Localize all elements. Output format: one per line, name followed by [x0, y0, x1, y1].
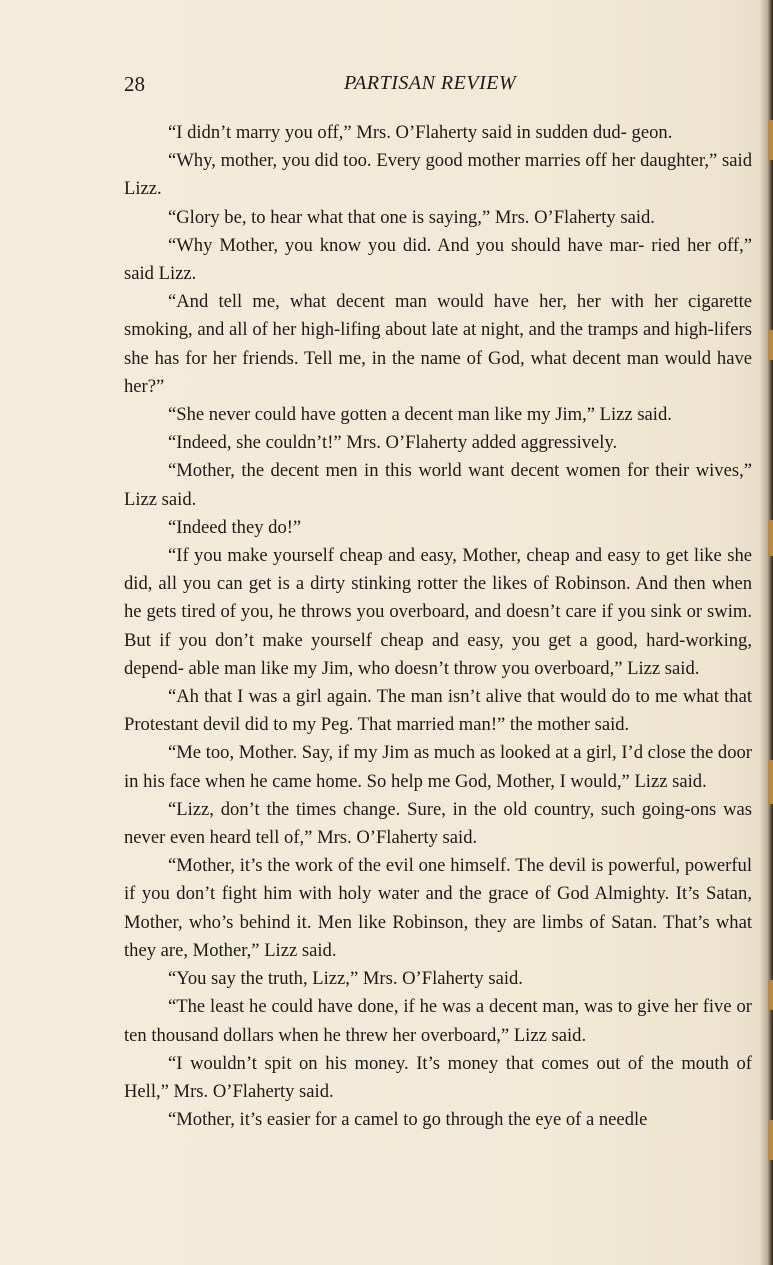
- edge-mark: [768, 1120, 773, 1160]
- paragraph: “You say the truth, Lizz,” Mrs. O’Flaherty said.: [168, 968, 523, 990]
- paragraph: “The least he could have done, if he was a decent man, was to give her five or ten thousand dollars when he threw her overboard,” Lizz said.: [124, 996, 752, 1046]
- edge-mark: [768, 980, 773, 1010]
- paragraph: “If you make yourself cheap and easy, Mother, cheap and easy to get like she did, all you can get is a dirty stinking rotter the likes of Robinson. And then when he gets tired of you, he throws you overboard, and doesn’t care if you sink or swim. But if you don’t make yourself cheap and easy, you get a good, hard-working, depend- able man like my Jim, who doesn’t throw you overboard,” Lizz said.: [124, 545, 752, 679]
- paragraph: “Ah that I was a girl again. The man isn’t alive that would do to me what that Protestant devil did to my Peg. That married man!” the mother said.: [124, 686, 752, 736]
- paragraph: “Why Mother, you know you did. And you should have mar- ried her off,” said Lizz.: [124, 234, 752, 285]
- paragraph: “Mother, the decent men in this world want decent women for their wives,” Lizz said.: [124, 460, 752, 510]
- paragraph: “Mother, it’s easier for a camel to go through the eye of a needle: [168, 1109, 648, 1131]
- edge-mark: [768, 120, 773, 160]
- paragraph: “Glory be, to hear what that one is saying,” Mrs. O’Flaherty said.: [168, 206, 655, 228]
- page-number: 28: [124, 72, 145, 96]
- edge-mark: [768, 520, 773, 556]
- edge-mark: [768, 760, 773, 804]
- paragraph: “I wouldn’t spit on his money. It’s money that comes out of the mouth of Hell,” Mrs. O’Flaherty said.: [124, 1052, 752, 1102]
- paragraph: “Mother, it’s the work of the evil one himself. The devil is powerful, powerful if you don’t fight him with holy water and the grace of God Almighty. It’s Satan, Mother, who’s behind it. Men like Robinson, they are limbs of Satan. That’s what they are, Mother,” Lizz said.: [124, 855, 752, 961]
- body-text: [124, 119, 752, 1134]
- running-title: PARTISAN REVIEW: [344, 72, 517, 94]
- paragraph: “Why, mother, you did too. Every good mother marries off her daughter,” said Lizz.: [124, 150, 752, 200]
- paragraph: “Lizz, don’t the times change. Sure, in the old country, such going-ons was never even heard tell of,” Mrs. O’Flaherty said.: [124, 798, 752, 849]
- page-edge-shadow: [759, 0, 773, 1265]
- paragraph: “And tell me, what decent man would have her, her with her cigarette smoking, and all of her high-lifing about late at night, and the tramps and high-lifers she has for her friends. Tell me, in the name of God, what decent man would have her?”: [124, 291, 752, 397]
- edge-mark: [768, 330, 773, 360]
- page-header: [124, 72, 728, 100]
- paragraph: “Indeed, she couldn’t!” Mrs. O’Flaherty added aggressively.: [168, 432, 618, 454]
- paragraph: “She never could have gotten a decent man like my Jim,” Lizz said.: [168, 404, 672, 426]
- paragraph: “Indeed they do!”: [168, 516, 302, 538]
- paragraph: “I didn’t marry you off,” Mrs. O’Flaherty said in sudden dud- geon.: [168, 122, 673, 143]
- paragraph: “Me too, Mother. Say, if my Jim as much as looked at a girl, I’d close the door in his face when he came home. So help me God, Mother, I would,” Lizz said.: [124, 742, 752, 792]
